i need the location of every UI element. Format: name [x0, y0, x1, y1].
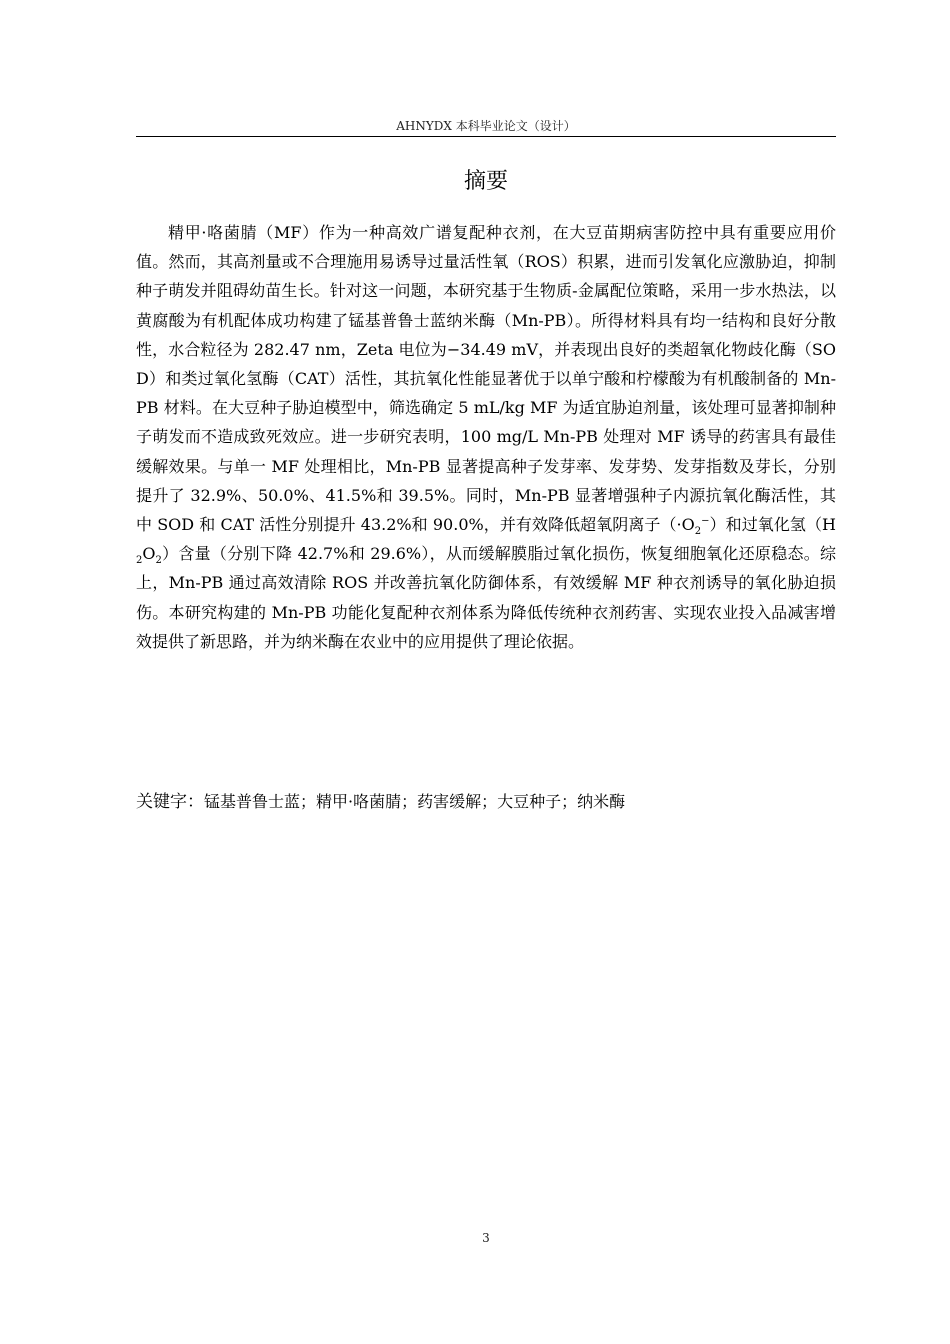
running-header: AHNYDX 本科毕业论文（设计） — [396, 119, 576, 133]
page-number: 3 — [482, 1231, 490, 1245]
abstract-text-part-3: ）含量（分别下降 42.7%和 29.6%），从而缓解膜脂过氧化损伤，恢复细胞氧化还原稳态。综上，Mn-PB 通过高效清除 ROS 并改善抗氧化防御体系，有效缓解 MF 种衣剂诱导的氧化胁迫损伤。本研究构建的 Mn-PB 功能化复配种衣剂体系为降低传统种衣剂药害、实现农业投入品减害增效提供了新思路，并为纳米酶在农业中的应用提供了理论依据。 — [136, 544, 836, 651]
abstract-title: 摘要 — [463, 168, 508, 194]
keywords-label: 关键字： — [136, 792, 204, 812]
subscript: 2 — [155, 555, 162, 567]
subscript: 2 — [694, 526, 702, 538]
keywords-text: 锰基普鲁士蓝；精甲·咯菌腈；药害缓解；大豆种子；纳米酶 — [204, 792, 626, 811]
abstract-text-part-1: 精甲·咯菌腈（MF）作为一种高效广谱复配种衣剂，在大豆苗期病害防控中具有重要应用价值。然而，其高剂量或不合理施用易诱导过量活性氧（ROS）积累，进而引发氧化应激胁迫，抑制种子萌发并阻碍幼苗生长。针对这一问题，本研究基于生物质-金属配位策略，采用一步水热法，以黄腐酸为有机配体成功构建了锰基普鲁士蓝纳米酶（Mn-PB）。所得材料具有均一结构和良好分散性，水合粒径为 282.47 nm，Zeta 电位为−34.49 mV，并表现出良好的类超氧化物歧化酶（SOD）和类过氧化氢酶（CAT）活性，其抗氧化性能显著优于以单宁酸和柠檬酸为有机酸制备的 Mn-PB 材料。在大豆种子胁迫模型中，筛选确定 5 mL/kg MF 为适宜胁迫剂量，该处理可显著抑制种子萌发而不造成致死效应。进一步研究表明，100 mg/L Mn-PB 处理对 MF 诱导的药害具有最佳缓解效果。与单一 MF 处理相比，Mn-PB 显著提高种子发芽率、发芽势、发芽指数及芽长，分别提升了 32.9%、50.0%、41.5%和 39.5%。同时，Mn-PB 显著增强种子内源抗氧化酶活性，其中 SOD 和 CAT 活性分别提升 43.2%和 90.0%，并有效降低超氧阴离子（·O — [136, 223, 836, 535]
subscript: 2 — [136, 555, 143, 567]
abstract-paragraph — [136, 218, 836, 656]
keywords — [136, 788, 836, 816]
header-rule — [136, 136, 836, 137]
abstract-text-part-2: ）和过氧化氢（H — [709, 515, 836, 535]
superscript: − — [701, 515, 710, 527]
abstract-text-o: O — [142, 544, 156, 564]
